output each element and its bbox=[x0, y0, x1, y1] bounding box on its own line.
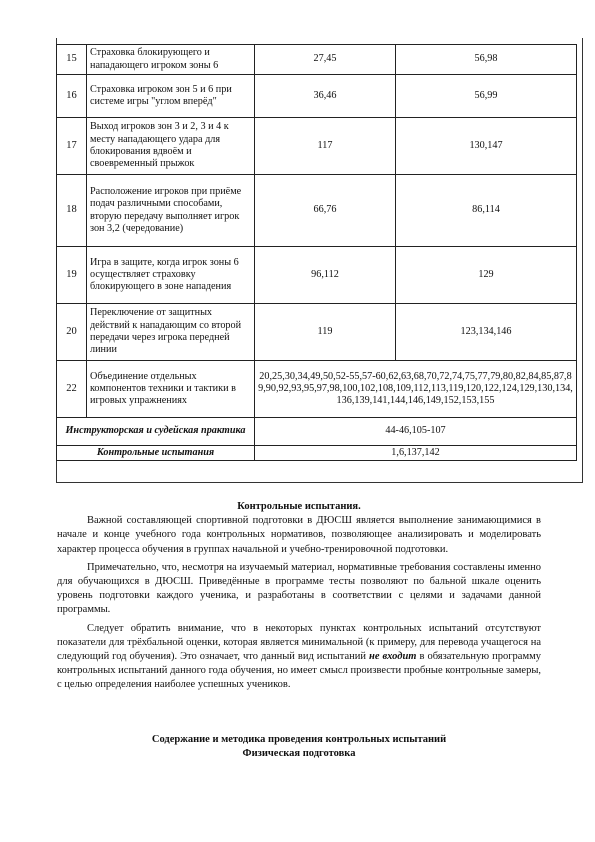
row-group1-lessons: 66,76 bbox=[255, 175, 396, 247]
row-group1-lessons: 119 bbox=[255, 304, 396, 361]
table-row bbox=[57, 446, 577, 461]
row-number: 17 bbox=[57, 118, 87, 175]
table-row bbox=[57, 175, 577, 247]
row-group2-lessons: 86,114 bbox=[396, 175, 577, 247]
row-group2-lessons: 123,134,146 bbox=[396, 304, 577, 361]
row-topic: Переключение от защитных действий к нападающим со второй передачи через игрока передней линии bbox=[87, 304, 255, 361]
instructor-practice-label: Инструкторская и судейская практика bbox=[57, 418, 255, 446]
row-merged-lessons: 20,25,30,34,49,50,52-55,57-60,62,63,68,70,72,74,75,77,79,80,82,84,85,87,89,90,92,93,95,97,98,100,102,108,109,112,113,119,120,122,124,129,130,134,136,139,141,144,146,149,152,153,155 bbox=[255, 361, 577, 418]
row-number: 20 bbox=[57, 304, 87, 361]
row-topic: Страховка блокирующего и нападающего игроком зоны 6 bbox=[87, 45, 255, 75]
methodology-section bbox=[57, 733, 541, 761]
training-plan-table bbox=[56, 44, 577, 461]
table-row bbox=[57, 418, 577, 446]
table-row bbox=[57, 75, 577, 118]
row-topic: Игра в защите, когда игрок зоны 6 осуществляет страховку блокирующего в зоне нападения bbox=[87, 247, 255, 304]
row-group2-lessons: 129 bbox=[396, 247, 577, 304]
row-number: 18 bbox=[57, 175, 87, 247]
row-topic: Выход игроков зон 3 и 2, 3 и 4 к месту нападающего удара для блокирования вдвоём и своевременный прыжок bbox=[87, 118, 255, 175]
control-tests-value: 1,6,137,142 bbox=[255, 446, 577, 461]
row-topic: Объединение отдельных компонентов техники и тактики в игровых упражнениях bbox=[87, 361, 255, 418]
row-group1-lessons: 96,112 bbox=[255, 247, 396, 304]
row-group2-lessons: 56,99 bbox=[396, 75, 577, 118]
table-row bbox=[57, 118, 577, 175]
section-heading: Контрольные испытания. bbox=[237, 501, 361, 512]
section-heading: Содержание и методика проведения контрольных испытаний bbox=[151, 734, 447, 745]
row-group2-lessons: 56,98 bbox=[396, 45, 577, 75]
table-row bbox=[57, 304, 577, 361]
row-number: 16 bbox=[57, 75, 87, 118]
control-tests-section bbox=[57, 500, 541, 693]
table-row bbox=[57, 247, 577, 304]
paragraph-text: Следует обратить внимание, что в некоторых пунктах контрольных испытаний отсутствуют показатели для трёхбальной оценки, которая является минимальной (к примеру, для перевода учащегося на следующий год обучения). Это означает, что данный вид испытаний bbox=[57, 622, 541, 663]
row-number: 19 bbox=[57, 247, 87, 304]
section-subheading: Физическая подготовка bbox=[242, 748, 356, 760]
paragraph bbox=[57, 622, 541, 693]
control-tests-label: Контрольные испытания bbox=[57, 446, 255, 461]
emphasis-text: не входит bbox=[368, 651, 417, 663]
row-group1-lessons: 36,46 bbox=[255, 75, 396, 118]
row-number: 15 bbox=[57, 45, 87, 75]
table-row bbox=[57, 45, 577, 75]
paragraph-text: в обязательную программу контрольных испытаний данного года обучения, но имеет смысл произвести пробные контрольные замеры, с целью определения наиболее успешных учеников. bbox=[57, 651, 541, 691]
row-group1-lessons: 27,45 bbox=[255, 45, 396, 75]
paragraph: Важной составляющей спортивной подготовки в ДЮСШ является выполнение занимающимися в начале и конце учебного года контрольных нормативов, позволяющее анализировать и моделировать характер процесса обучения в группах начальной и учебно-тренировочной подготовки. bbox=[57, 515, 541, 555]
row-group2-lessons: 130,147 bbox=[396, 118, 577, 175]
row-topic: Страховка игроком зон 5 и 6 при системе игры "углом вперёд" bbox=[87, 75, 255, 118]
paragraph: Примечательно, что, несмотря на изучаемый материал, нормативные требования составлены именно для обучающихся в ДЮСШ. Приведённые в программе тесты позволяют по бальной шкале оценить уровень подготовки каждого ученика, и разработаны в соответствии с целями и задачами данной программы. bbox=[57, 561, 541, 616]
row-number: 22 bbox=[57, 361, 87, 418]
row-topic: Расположение игроков при приёме подач различными способами, вторую передачу выполняет игрок зон 3,2 (чередование) bbox=[87, 175, 255, 247]
instructor-practice-value: 44-46,105-107 bbox=[255, 418, 577, 446]
row-group1-lessons: 117 bbox=[255, 118, 396, 175]
table-row bbox=[57, 361, 577, 418]
